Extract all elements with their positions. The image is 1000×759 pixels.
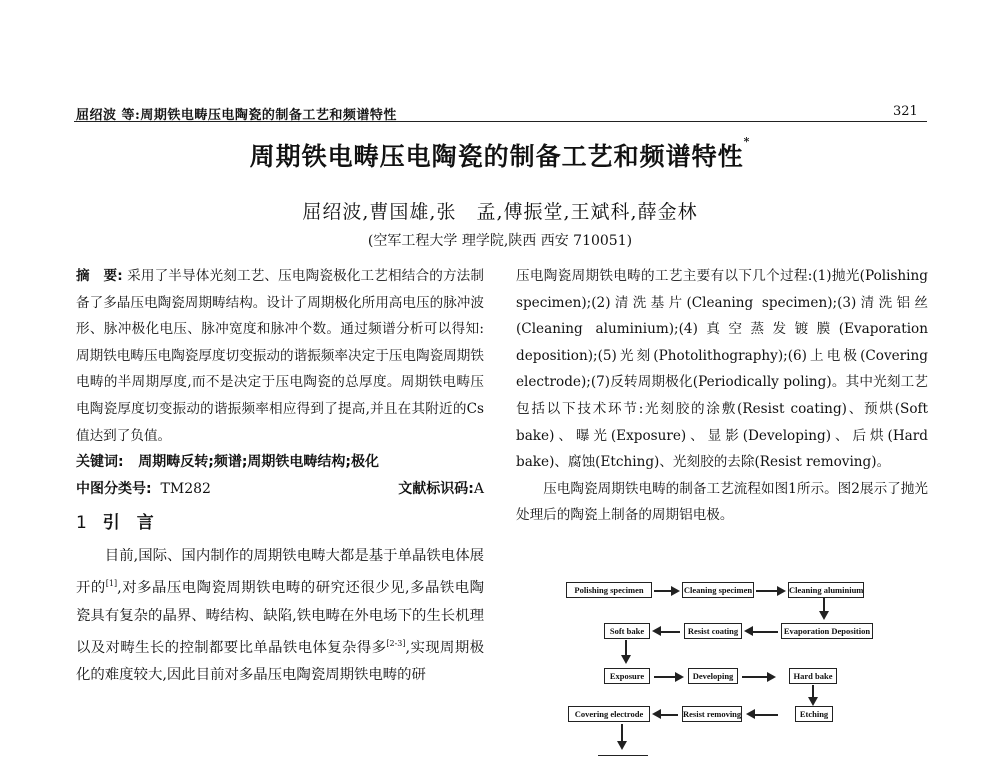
running-header-title: 屈绍波 等:周期铁电畴压电陶瓷的制备工艺和频谱特性 bbox=[76, 108, 397, 123]
section-heading bbox=[76, 510, 484, 537]
clc-value: TM282 bbox=[160, 480, 211, 497]
box-polishing-specimen: Polishing specimen bbox=[566, 582, 652, 598]
box-covering-electrode: Covering electrode bbox=[568, 706, 650, 722]
citation-2: [2-3] bbox=[386, 638, 406, 648]
clc-label: 中图分类号: bbox=[76, 480, 152, 497]
arrowhead-2 bbox=[777, 586, 786, 596]
affiliation: (空军工程大学 理学院,陕西 西安 710051) bbox=[367, 233, 633, 249]
header-rule bbox=[74, 121, 927, 122]
arrow-2 bbox=[756, 590, 778, 592]
box-evaporation-deposition: Evaporation Deposition bbox=[781, 623, 873, 639]
paper-title bbox=[0, 137, 1000, 173]
page-number: 321 bbox=[893, 104, 918, 119]
arrow-5 bbox=[752, 631, 778, 633]
paper-title-text: 周期铁电畴压电陶瓷的制备工艺和频谱特性 bbox=[249, 142, 744, 171]
arrow-6 bbox=[625, 640, 627, 656]
box-etching: Etching bbox=[795, 706, 833, 722]
process-paragraph: 压电陶瓷周期铁电畴的工艺主要有以下几个过程:(1)抛光(Polishing specimen);(2)清洗基片(Cleaning specimen);(3)清洗铝丝(Cleaning aluminium);(4)真空蒸发镀膜(Evaporation deposition);(5)光刻(Photolithography);(6)上电极(Covering electrode);(7)反转周期极化(Periodically poling)。其中光刻工艺包括以下技术环节:光刻胶的涂敷(Resist coating)、预烘(Soft bake)、曝光(Exposure)、显影(Developing)、后烘(Hard bake)、腐蚀(Etching)、光刻胶的去除(Resist removing)。 bbox=[516, 268, 928, 471]
arrowhead-10 bbox=[652, 709, 661, 719]
arrowhead-5 bbox=[744, 626, 753, 636]
intro-text-2: ,对多晶压电陶瓷周期铁电畴的研究还很少见,多晶铁电陶瓷具有复杂的晶界、畴结构、缺陷,铁电畴在外电场下的生长机理以及对畴生长的控制都要比单晶铁电体复杂得多 bbox=[76, 580, 484, 656]
classification-line bbox=[76, 476, 484, 503]
figure-paragraph: 压电陶瓷周期铁电畴的制备工艺流程如图1所示。图2展示了抛光处理后的陶瓷上制备的周期铝电极。 bbox=[516, 480, 928, 524]
arrowhead-9 bbox=[808, 697, 818, 706]
arrowhead-12 bbox=[617, 741, 627, 750]
doc-code-value: A bbox=[473, 480, 484, 497]
arrowhead-3 bbox=[819, 611, 829, 620]
section-title: 引 言 bbox=[102, 513, 154, 534]
next-box-top-edge bbox=[598, 755, 648, 756]
arrow-8 bbox=[742, 676, 768, 678]
right-column bbox=[516, 263, 928, 529]
arrow-9 bbox=[812, 685, 814, 699]
arrowhead-4 bbox=[652, 626, 661, 636]
box-cleaning-aluminium: Cleaning aluminium bbox=[788, 582, 864, 598]
keywords-text: 周期畴反转;频谱;周期铁电畴结构;极化 bbox=[138, 454, 380, 471]
abstract bbox=[76, 263, 484, 449]
box-resist-coating: Resist coating bbox=[684, 623, 742, 639]
box-soft-bake: Soft bake bbox=[604, 623, 650, 639]
intro-text-3: ,实现周期极化的难度较大,因此目前对多晶压电陶瓷周期铁电畴的研 bbox=[76, 639, 484, 684]
arrow-11 bbox=[754, 714, 778, 716]
citation-1: [1] bbox=[105, 579, 118, 589]
arrow-12 bbox=[621, 724, 623, 742]
box-hard-bake: Hard bake bbox=[789, 668, 837, 684]
arrow-1 bbox=[654, 590, 672, 592]
arrowhead-11 bbox=[746, 709, 755, 719]
box-cleaning-specimen: Cleaning specimen bbox=[682, 582, 754, 598]
arrowhead-8 bbox=[767, 672, 776, 682]
intro-paragraph bbox=[76, 543, 484, 690]
arrowhead-7 bbox=[675, 672, 684, 682]
arrow-4 bbox=[660, 631, 680, 633]
box-exposure: Exposure bbox=[604, 668, 650, 684]
keywords bbox=[76, 449, 484, 476]
left-column bbox=[76, 263, 484, 690]
arrowhead-6 bbox=[621, 655, 631, 664]
abstract-text: 采用了半导体光刻工艺、压电陶瓷极化工艺相结合的方法制备了多晶压电陶瓷周期畴结构。设计了周期极化所用高电压的脉冲波形、脉冲极化电压、脉冲宽度和脉冲个数。通过频谱分析可以得知:周期铁电畴压电陶瓷厚度切变振动的谐振频率决定于压电陶瓷周期铁电畴的半周期厚度,而不是决定于压电陶瓷的总厚度。周期铁电畴压电陶瓷厚度切变振动的谐振频率相应得到了提高,并且在其附近的Cs值达到了负值。 bbox=[76, 268, 485, 444]
section-number: 1 bbox=[76, 513, 87, 534]
arrow-10 bbox=[660, 714, 678, 716]
doc-code-label: 文献标识码: bbox=[398, 480, 474, 497]
box-resist-removing: Resist removing bbox=[682, 706, 742, 722]
intro-text-1: 目前,国际、国内制作的周期铁电畴大都是基于单晶铁电体展开的 bbox=[76, 547, 484, 597]
arrow-7 bbox=[654, 676, 676, 678]
authors: 屈绍波,曹国雄,张 孟,傅振堂,王斌科,薛金林 bbox=[302, 201, 698, 223]
abstract-label: 摘 要: bbox=[76, 268, 123, 284]
title-footnote-mark: * bbox=[743, 135, 751, 148]
arrow-3 bbox=[823, 598, 825, 612]
arrowhead-1 bbox=[671, 586, 680, 596]
box-developing: Developing bbox=[688, 668, 738, 684]
keywords-label: 关键词: bbox=[76, 454, 124, 471]
